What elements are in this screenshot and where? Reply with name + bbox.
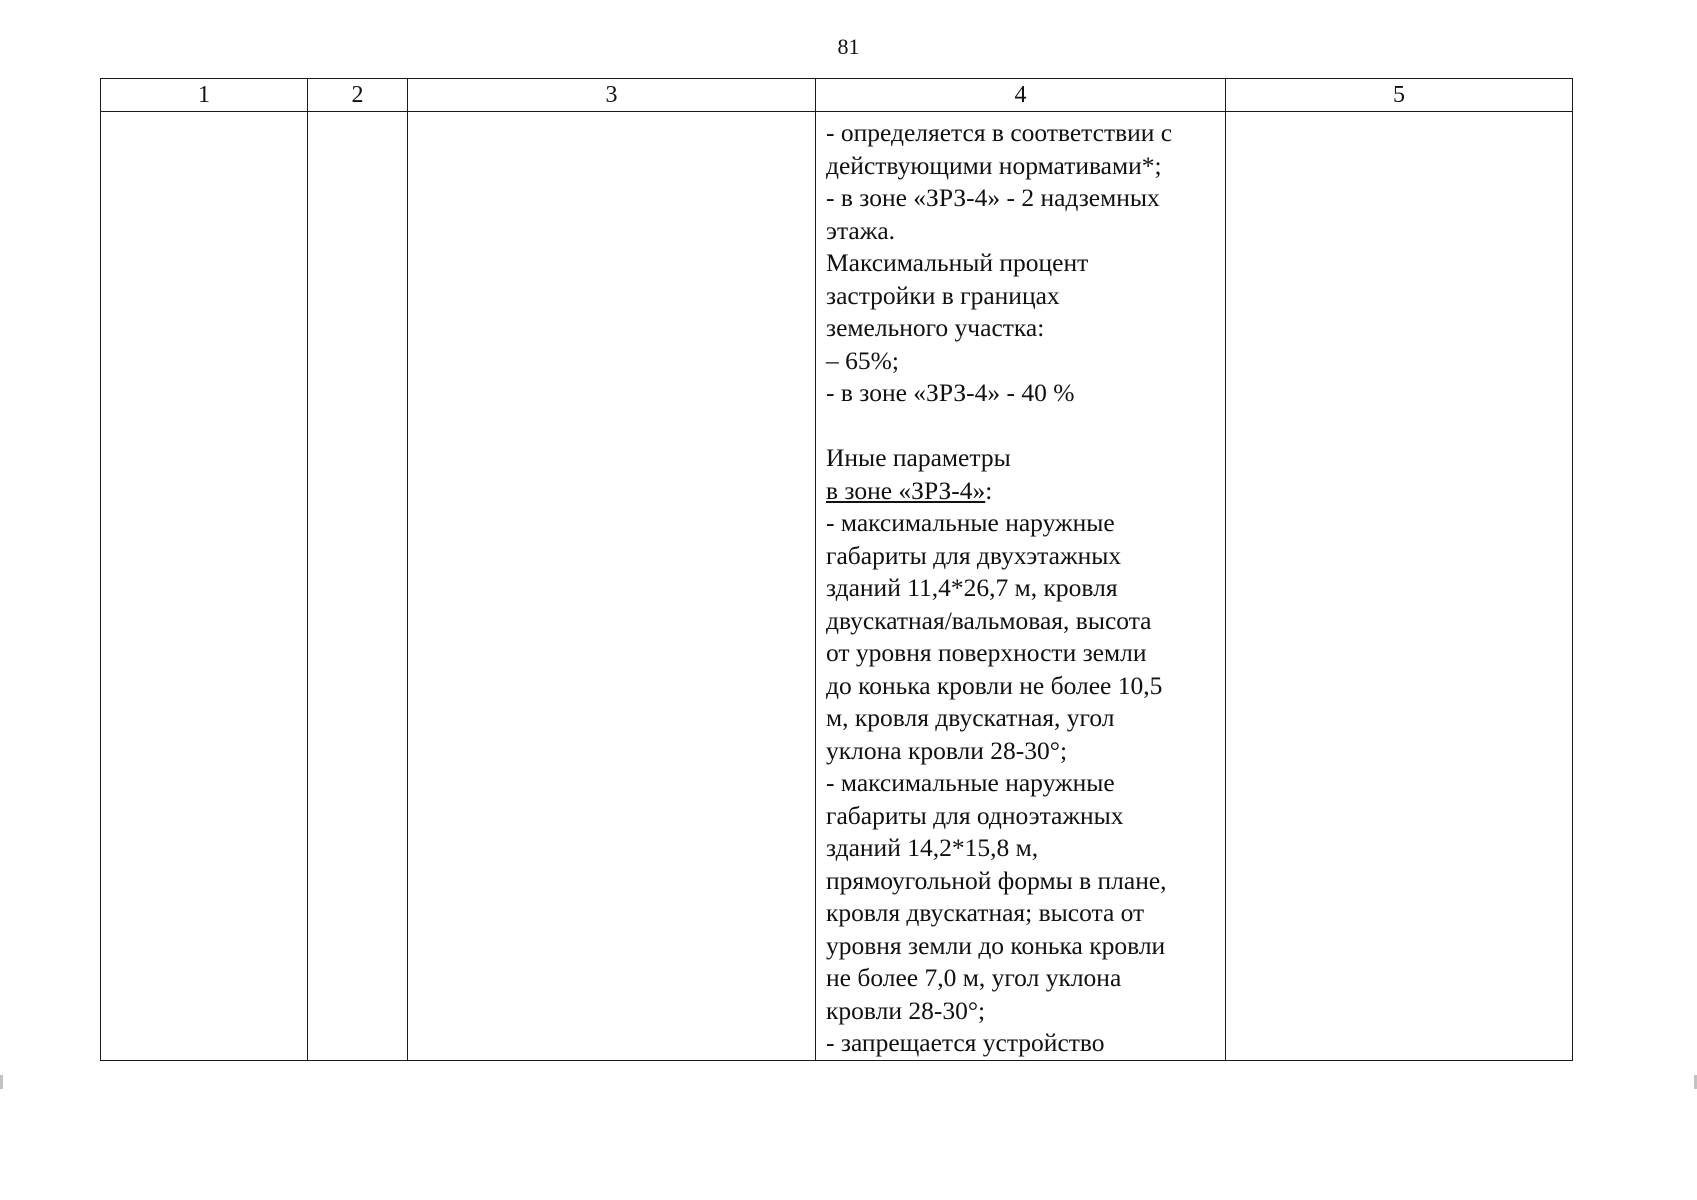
text-line: уровня земли до конька кровли bbox=[826, 930, 1166, 960]
cell-col-5 bbox=[1226, 112, 1573, 1061]
table-row bbox=[101, 112, 1573, 1061]
text-line bbox=[826, 410, 1215, 443]
text-line: в зоне «ЗРЗ-4»: bbox=[826, 475, 993, 505]
text-line: кровля двускатная; высота от bbox=[826, 898, 1145, 927]
text-line: Максимальный процент bbox=[826, 248, 1089, 277]
text-line: этажа. bbox=[826, 215, 896, 245]
text-line: застройки в границах bbox=[826, 280, 1060, 310]
text-line: зданий 11,4*26,7 м, кровля bbox=[826, 573, 1118, 602]
underlined-text: в зоне «ЗРЗ-4» bbox=[826, 475, 986, 505]
cell-col-4 bbox=[816, 112, 1226, 1061]
text-line: Иные параметры bbox=[826, 443, 1011, 472]
text-line: габариты для двухэтажных bbox=[826, 540, 1122, 570]
text-line: не более 7,0 м, угол уклона bbox=[826, 963, 1122, 992]
header-col-3: 3 bbox=[408, 79, 816, 112]
cell-col-1 bbox=[101, 112, 308, 1061]
text-line: - запрещается устройство bbox=[826, 1028, 1105, 1057]
page-number: 81 bbox=[837, 34, 860, 59]
column-4-text bbox=[816, 112, 1225, 1060]
text-line: габариты для одноэтажных bbox=[826, 800, 1124, 830]
header-col-4: 4 bbox=[816, 79, 1226, 112]
header-row bbox=[101, 79, 1573, 112]
text-line: м, кровля двускатная, угол bbox=[826, 703, 1115, 732]
text-line: - в зоне «ЗРЗ-4» - 2 надземных bbox=[826, 183, 1160, 212]
text-line: прямоугольной формы в плане, bbox=[826, 865, 1167, 895]
text-line: от уровня поверхности земли bbox=[826, 638, 1147, 667]
cell-col-3 bbox=[408, 112, 816, 1061]
text-line: - максимальные наружные bbox=[826, 508, 1115, 537]
header-col-1: 1 bbox=[101, 79, 308, 112]
text-line: действующими нормативами*; bbox=[826, 150, 1162, 180]
regulations-table bbox=[100, 78, 1573, 1061]
header-col-2: 2 bbox=[308, 79, 408, 112]
text-line: кровли 28-30°; bbox=[826, 995, 986, 1025]
header-col-5: 5 bbox=[1226, 79, 1573, 112]
text-line: до конька кровли не более 10,5 bbox=[826, 670, 1163, 700]
text-line: уклона кровли 28-30°; bbox=[826, 735, 1068, 765]
text-line: зданий 14,2*15,8 м, bbox=[826, 833, 1039, 862]
text-line: - максимальные наружные bbox=[826, 768, 1115, 797]
scan-mark-left bbox=[0, 1075, 3, 1089]
text-line: двускатная/вальмовая, высота bbox=[826, 605, 1152, 635]
text-line: – 65%; bbox=[826, 345, 899, 375]
cell-col-2 bbox=[308, 112, 408, 1061]
text-line: - определяется в соответствии с bbox=[826, 118, 1173, 147]
text-line: - в зоне «ЗРЗ-4» - 40 % bbox=[826, 378, 1075, 407]
text-line: земельного участка: bbox=[826, 313, 1045, 342]
